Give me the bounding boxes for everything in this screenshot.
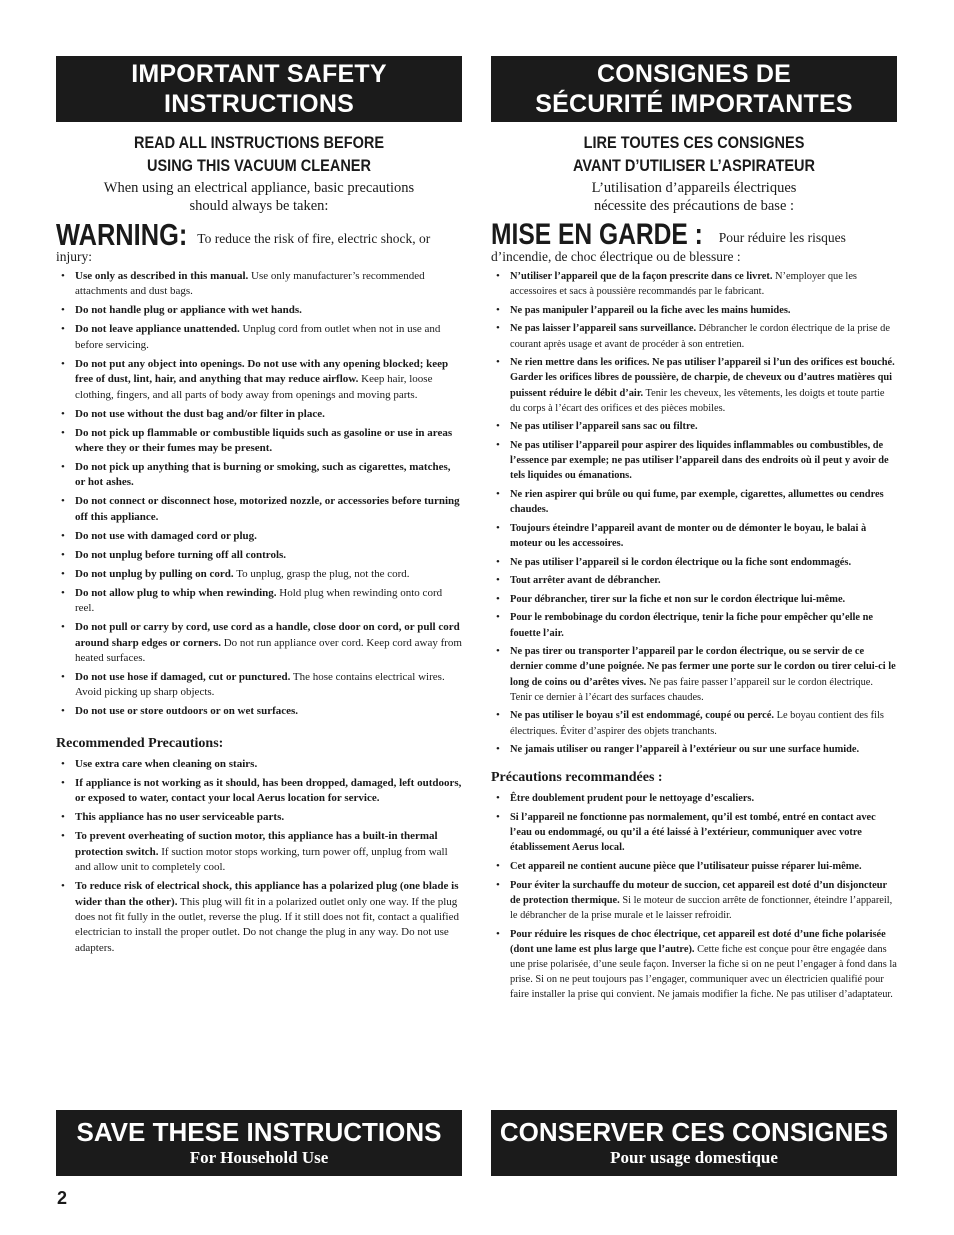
list-item: • To reduce risk of electrical shock, this appliance has a polarized plug (one blade is wider than the other). This plug will fit in a polarized outlet only one way. If the plug does not fit fully in the outlet, reverse the plug. If it still does not fit, contact a qualified electrician to install the proper outlet. Do not change the plug in any way. Do not use adapters.: [56, 879, 462, 956]
list-item: • Ne jamais utiliser ou ranger l’appareil à l’extérieur ou sur une surface humide.: [491, 742, 897, 757]
title-banner-en: [56, 56, 462, 122]
list-item: • Do not unplug before turning off all controls.: [56, 548, 462, 563]
warning-label: WARNING:: [56, 217, 188, 252]
list-item: • Ne pas utiliser l’appareil pour aspirer des liquides inflammables ou combustibles, de l’essence par exemple; ne pas utiliser l’appareil dans des endroits où il peut y avoir de tels liquides ou émanations.: [491, 438, 897, 484]
list-item: • Pour réduire les risques de choc électrique, cet appareil est doté d’une fiche polarisée (dont une lame est plus large que l’autre). Cette fiche est conçue pour être engagée dans une prise polarisée, d’une seule façon. Inverser la fiche si on ne peut l’engager à fond dans la prise. Si on ne peut toujours pas l’engager, communiquer avec un électricien qualifié pour faire installer la prise qui convient. Ne jamais modifier la fiche. Ne pas utiliser d’adaptateur.: [491, 927, 897, 1003]
list-item: • Pour éviter la surchauffe du moteur de succion, cet appareil est doté d’un disjoncteur de protection thermique. Si le moteur de succion arrête de fonctionner, éteindre l’appareil, le débrancher de la prise murale et le laisser refroidir.: [491, 878, 897, 924]
save-title: CONSERVER CES CONSIGNES: [499, 1117, 889, 1147]
list-item: • To prevent overheating of suction motor, this appliance has a built-in thermal protection switch. If suction motor stops working, turn power off, unplug from wall and allow unit to completely cool.: [56, 829, 462, 875]
list-item: • Do not pick up flammable or combustible liquids such as gasoline or use in areas where they or their fumes may be present.: [56, 426, 462, 457]
list-item: • Ne rien mettre dans les orifices. Ne pas utiliser l’appareil si l’un des orifices est bouché. Garder les orifices libres de poussière, de charpie, de cheveux ou d’autres matières qui puissent réduire le débit d’air. Tenir les cheveux, les vêtements, les doigts et toute partie du corps à l’écart des orifices et des pièces mobiles.: [491, 355, 897, 416]
list-item: • Do not use or store outdoors or on wet surfaces.: [56, 704, 462, 719]
list-item: • N’utiliser l’appareil que de la façon prescrite dans ce livret. N’employer que les accessoires et sacs à poussière recommandés par le fabricant.: [491, 269, 897, 299]
save-subtitle: For Household Use: [189, 1148, 329, 1167]
title-line-1: CONSIGNES DE: [596, 60, 792, 88]
save-banner-fr: [491, 1110, 897, 1176]
list-item: • Être doublement prudent pour le nettoyage d’escaliers.: [491, 791, 897, 806]
list-item: • Ne pas laisser l’appareil sans surveillance. Débrancher le cordon électrique de la prise de courant après usage et avant de procéder à son entretien.: [491, 321, 897, 351]
list-item: • Pour le rembobinage du cordon électrique, tenir la fiche pour empêcher qu’elle ne fouette l’air.: [491, 610, 897, 640]
list-item: • Do not use hose if damaged, cut or punctured. The hose contains electrical wires. Avoid picking up sharp objects.: [56, 670, 462, 701]
list-item: • Ne pas utiliser l’appareil si le cordon électrique ou la fiche sont endommagés.: [491, 555, 897, 570]
list-item: • Do not pull or carry by cord, use cord as a handle, close door on cord, or pull cord around sharp edges or corners. Do not run appliance over cord. Keep cord away from heated surfaces.: [56, 620, 462, 666]
list-item: • Do not handle plug or appliance with wet hands.: [56, 303, 462, 318]
list-item: • Do not put any object into openings. Do not use with any opening blocked; keep free of dust, lint, hair, and anything that may reduce airflow. Keep hair, loose clothing, fingers, and all parts of body away from openings and moving parts.: [56, 357, 462, 403]
list-item: • Ne pas manipuler l’appareil ou la fiche avec les mains humides.: [491, 303, 897, 318]
list-item: • Use only as described in this manual. Use only manufacturer’s recommended attachments and dust bags.: [56, 269, 462, 300]
list-item: • Do not use without the dust bag and/or filter in place.: [56, 407, 462, 422]
warning-text: To reduce the risk of fire, electric shock, or injury:: [56, 231, 431, 264]
body-en: [56, 130, 462, 960]
recommended-list-en: [56, 757, 462, 956]
list-item: • Do not allow plug to whip when rewinding. Hold plug when rewinding onto cord reel.: [56, 586, 462, 617]
recommended-list-fr: [491, 791, 897, 1002]
body-fr: [491, 130, 897, 1006]
list-item: • Ne rien aspirer qui brûle ou qui fume, par exemple, cigarettes, allumettes ou cendres chaudes.: [491, 487, 897, 517]
list-item: • This appliance has no user serviceable parts.: [56, 810, 462, 825]
warning-fr: [491, 218, 897, 265]
list-item: • Si l’appareil ne fonctionne pas normalement, qu’il est tombé, entré en contact avec l’eau ou endommagé, ou qu’il a été laissé à l’extérieur, communiquer avec votre établissement Aerus local.: [491, 810, 897, 856]
title-line-2: SÉCURITÉ IMPORTANTES: [535, 90, 853, 118]
intro-text-en: When using an electrical appliance, basic precautions should always be taken:: [103, 180, 415, 214]
save-banner-en: [56, 1110, 462, 1176]
title-line-1: IMPORTANT SAFETY: [131, 60, 387, 88]
save-title: SAVE THESE INSTRUCTIONS: [76, 1117, 442, 1147]
list-item: • Do not use with damaged cord or plug.: [56, 529, 462, 544]
intro-text-fr: L’utilisation d’appareils électriques nécessite des précautions de base :: [591, 180, 797, 214]
title-line-2: INSTRUCTIONS: [164, 90, 354, 118]
list-item: • Ne pas utiliser l’appareil sans sac ou filtre.: [491, 419, 897, 434]
safety-list-fr: [491, 269, 897, 757]
list-item: • Cet appareil ne contient aucune pièce que l’utilisateur puisse réparer lui-même.: [491, 859, 897, 874]
recommended-heading-fr: Précautions recommandées :: [491, 770, 663, 786]
list-item: • Do not pick up anything that is burning or smoking, such as cigarettes, matches, or hot ashes.: [56, 460, 462, 491]
read-all-heading-fr: LIRE TOUTES CES CONSIGNES AVANT D’UTILISER L’ASPIRATEUR: [572, 134, 815, 175]
list-item: • Use extra care when cleaning on stairs.: [56, 757, 462, 772]
list-item: • Do not connect or disconnect hose, motorized nozzle, or accessories before turning off this appliance.: [56, 494, 462, 525]
read-all-heading-en: READ ALL INSTRUCTIONS BEFORE USING THIS VACUUM CLEANER: [133, 134, 385, 175]
save-subtitle: Pour usage domestique: [610, 1148, 778, 1167]
list-item: • Ne pas tirer ou transporter l’appareil par le cordon électrique, ou se servir de ce dernier comme d’une poignée. Ne pas fermer une porte sur le cordon ou tirer celui-ci le long de coins ou d’arêtes vives. Ne pas faire passer l’appareil sur le cordon électrique. Tenir ce dernier à l’écart des surfaces chaudes.: [491, 644, 897, 705]
list-item: • If appliance is not working as it should, has been dropped, damaged, left outdoors, or exposed to water, contact your local Aerus location for service.: [56, 776, 462, 807]
warning-text: Pour réduire les risques d’incendie, de choc électrique ou de blessure :: [491, 230, 846, 264]
recommended-heading-en: Recommended Precautions:: [56, 735, 224, 751]
list-item: • Do not unplug by pulling on cord. To unplug, grasp the plug, not the cord.: [56, 567, 462, 582]
page-number: 2: [57, 1188, 68, 1208]
title-banner-fr: [491, 56, 897, 122]
list-item: • Do not leave appliance unattended. Unplug cord from outlet when not in use and before servicing.: [56, 322, 462, 353]
list-item: • Tout arrêter avant de débrancher.: [491, 573, 897, 588]
list-item: • Pour débrancher, tirer sur la fiche et non sur le cordon électrique lui-même.: [491, 592, 897, 607]
warning-label: MISE EN GARDE :: [491, 218, 703, 251]
list-item: • Ne pas utiliser le boyau s’il est endommagé, coupé ou percé. Le boyau contient des fils électriques. Éviter d’aspirer des objets tranchants.: [491, 708, 897, 738]
warning-en: [56, 217, 462, 265]
safety-list-en: [56, 269, 462, 720]
list-item: • Toujours éteindre l’appareil avant de monter ou de démonter le boyau, le balai à moteur ou les accessoires.: [491, 521, 897, 551]
